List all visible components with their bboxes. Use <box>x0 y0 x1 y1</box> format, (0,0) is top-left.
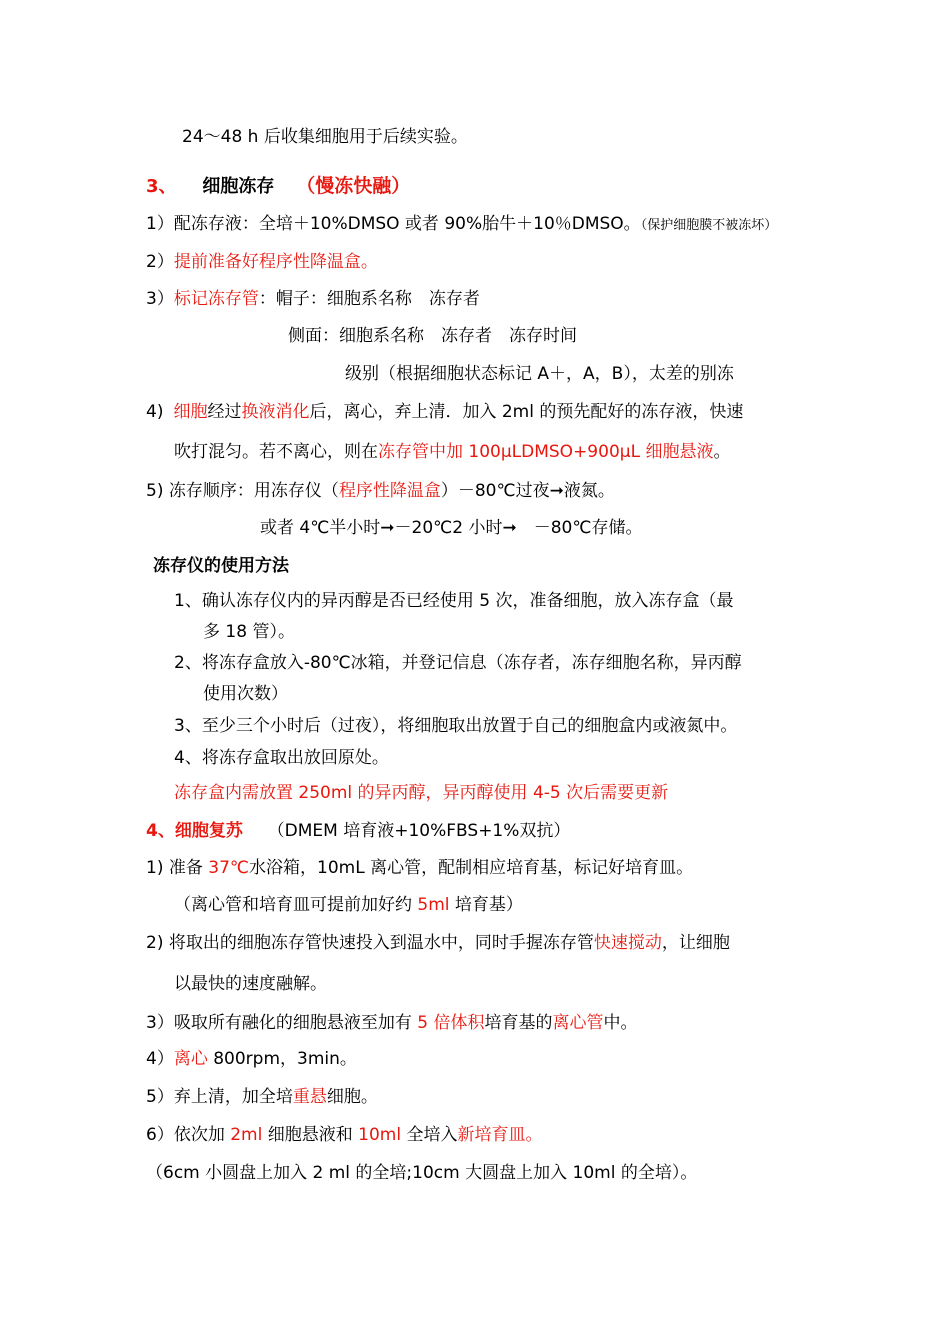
section4-step1-line2 <box>174 894 523 916</box>
section4-step1 <box>146 857 693 879</box>
section3-step3-line2 <box>288 325 577 347</box>
s4-step6-text1: 细胞悬液和 <box>262 1125 359 1145</box>
section4-step6 <box>146 1124 542 1146</box>
section4-medium: （DMEM 培育液+10%FBS+1%双抗） <box>267 821 571 841</box>
freezer-item-text: 3、至少三个小时后（过夜），将细胞取出放置于自己的细胞盒内或液氮中。 <box>174 716 738 736</box>
s4-step3-end: 中。 <box>603 1013 638 1033</box>
s4-step1-rest: 水浴箱，10mL 离心管，配制相应培育基，标记好培育皿。 <box>249 858 694 878</box>
step4-line2-text: 吹打混匀。若不离心，则在 <box>174 442 378 462</box>
step3-line3-text: 级别（根据细胞状态标记 A＋，A，B），太差的别冻 <box>345 364 734 384</box>
s4-note-text: （6cm 小圆盘上加入 2 ml 的全培;10cm 大圆盘上加入 10ml 的全培）。 <box>146 1163 698 1183</box>
section3-step5 <box>146 480 615 502</box>
freezer-usage-title <box>153 555 289 577</box>
section3-step5-line2 <box>260 517 642 539</box>
step1-text: 1）配冻存液：全培＋10%DMSO 或者 90%胎牛＋10％DMSO。 <box>146 214 641 234</box>
section4-step4 <box>146 1048 357 1070</box>
step4-line2-highlight: 冻存管中加 100μLDMSO+900μL 细胞悬液 <box>378 442 714 462</box>
step4-text1: 经过 <box>207 402 242 422</box>
s4-step5-rest: 细胞。 <box>326 1087 378 1107</box>
section3-step4-line2 <box>174 441 730 463</box>
step5-line2-text: 或者 4℃半小时➞－20℃2 小时➞ －80℃存储。 <box>260 518 643 538</box>
section4-step3 <box>146 1012 637 1034</box>
freezer-item-3 <box>174 715 737 737</box>
s4-step1-line2-b: 培育基） <box>449 895 523 915</box>
section3-heading <box>146 175 410 198</box>
s4-step3-highlight1: 5 倍体积 <box>417 1013 485 1033</box>
freezer-item-1 <box>174 590 733 612</box>
step4-line2-end: 。 <box>713 442 731 462</box>
freezer-item-2-cont <box>203 683 288 705</box>
s4-step3-prefix: 3）吸取所有融化的细胞悬液至加有 <box>146 1013 418 1033</box>
step5-prefix: 5) 冻存顺序：用冻存仪（ <box>146 481 339 501</box>
section3-number: 3、 <box>146 176 177 197</box>
step3-highlight: 标记冻存管 <box>173 289 259 309</box>
step3-line2-text: 侧面：细胞系名称 冻存者 冻存时间 <box>288 326 577 346</box>
freezer-warning <box>174 782 668 804</box>
intro-line <box>182 126 468 148</box>
s4-step5-highlight: 重悬 <box>292 1087 327 1107</box>
section4-title: 4、细胞复苏 <box>146 821 243 841</box>
s4-step1-line2-a: （离心管和培育皿可提前加好约 <box>174 895 418 915</box>
s4-step4-prefix: 4） <box>146 1049 174 1069</box>
section3-step3-line3 <box>345 363 734 385</box>
freezer-item-text: 4、将冻存盒取出放回原处。 <box>174 748 389 768</box>
s4-step6-text2: 全培入 <box>401 1125 458 1145</box>
intro-text: 24～48 h 后收集细胞用于后续实验。 <box>182 127 468 147</box>
freezer-item-text: 多 18 管）。 <box>203 622 295 642</box>
s4-step6-highlight3: 新培育皿。 <box>457 1125 543 1145</box>
freezer-usage-title-text: 冻存仪的使用方法 <box>153 556 289 576</box>
step4-text2: 后，离心，弃上清．加入 2ml 的预先配好的冻存液，快速 <box>309 402 744 422</box>
s4-step6-highlight2: 10ml <box>358 1125 402 1145</box>
section4-heading <box>146 820 570 842</box>
step5-highlight: 程序性降温盒 <box>338 481 441 501</box>
freezer-item-4 <box>174 747 389 769</box>
s4-step3-highlight2: 离心管 <box>552 1013 604 1033</box>
step3-rest: ：帽子：细胞系名称 冻存者 <box>258 289 480 309</box>
freezer-warning-text: 冻存盒内需放置 250ml 的异丙醇，异丙醇使用 4-5 次后需要更新 <box>174 783 669 803</box>
s4-step1-line2-highlight: 5ml <box>417 895 450 915</box>
step4-highlight2: 换液消化 <box>241 402 310 422</box>
step2-highlight: 提前准备好程序性降温盒。 <box>173 252 378 272</box>
section3-step3 <box>146 288 480 310</box>
section3-subtitle: （慢冻快融） <box>296 175 411 197</box>
step4-highlight1: 细胞 <box>173 402 208 422</box>
s4-step6-highlight1: 2ml <box>230 1125 263 1145</box>
section4-step5 <box>146 1086 378 1108</box>
step2-prefix: 2） <box>146 252 174 272</box>
freezer-item-text: 1、确认冻存仪内的异丙醇是否已经使用 5 次，准备细胞，放入冻存盒（最 <box>174 591 734 611</box>
section4-step2-line2 <box>174 973 327 995</box>
section4-note <box>146 1162 697 1184</box>
s4-step2-rest: ，让细胞 <box>661 933 730 953</box>
s4-step4-rest: 800rpm，3min。 <box>207 1049 357 1069</box>
s4-step2-line2-text: 以最快的速度融解。 <box>174 974 327 994</box>
section3-step1 <box>146 213 777 237</box>
s4-step2-prefix: 2) 将取出的细胞冻存管快速投入到温水中，同时手握冻存管 <box>146 933 594 953</box>
step5-rest: ）－80℃过夜➞液氮。 <box>440 481 615 501</box>
s4-step1-highlight: 37℃ <box>208 858 249 878</box>
s4-step2-highlight: 快速搅动 <box>593 933 662 953</box>
freezer-item-text: 使用次数） <box>203 684 288 704</box>
section4-step2 <box>146 932 730 954</box>
step1-note: （保护细胞膜不被冻坏） <box>640 218 778 233</box>
section3-step4 <box>146 401 743 423</box>
section3-step2 <box>146 251 378 273</box>
s4-step5-prefix: 5）弃上清，加全培 <box>146 1087 293 1107</box>
freezer-item-1-cont <box>203 621 295 643</box>
s4-step3-text: 培育基的 <box>484 1013 553 1033</box>
s4-step6-prefix: 6）依次加 <box>146 1125 231 1145</box>
s4-step4-highlight: 离心 <box>173 1049 208 1069</box>
s4-step1-prefix: 1) 准备 <box>146 858 209 878</box>
step4-prefix: 4) <box>146 402 164 422</box>
freezer-item-text: 2、将冻存盒放入-80℃冰箱，并登记信息（冻存者，冻存细胞名称，异丙醇 <box>174 653 742 673</box>
step3-prefix: 3） <box>146 289 174 309</box>
freezer-item-2 <box>174 652 742 674</box>
section3-title: 细胞冻存 <box>202 176 275 197</box>
